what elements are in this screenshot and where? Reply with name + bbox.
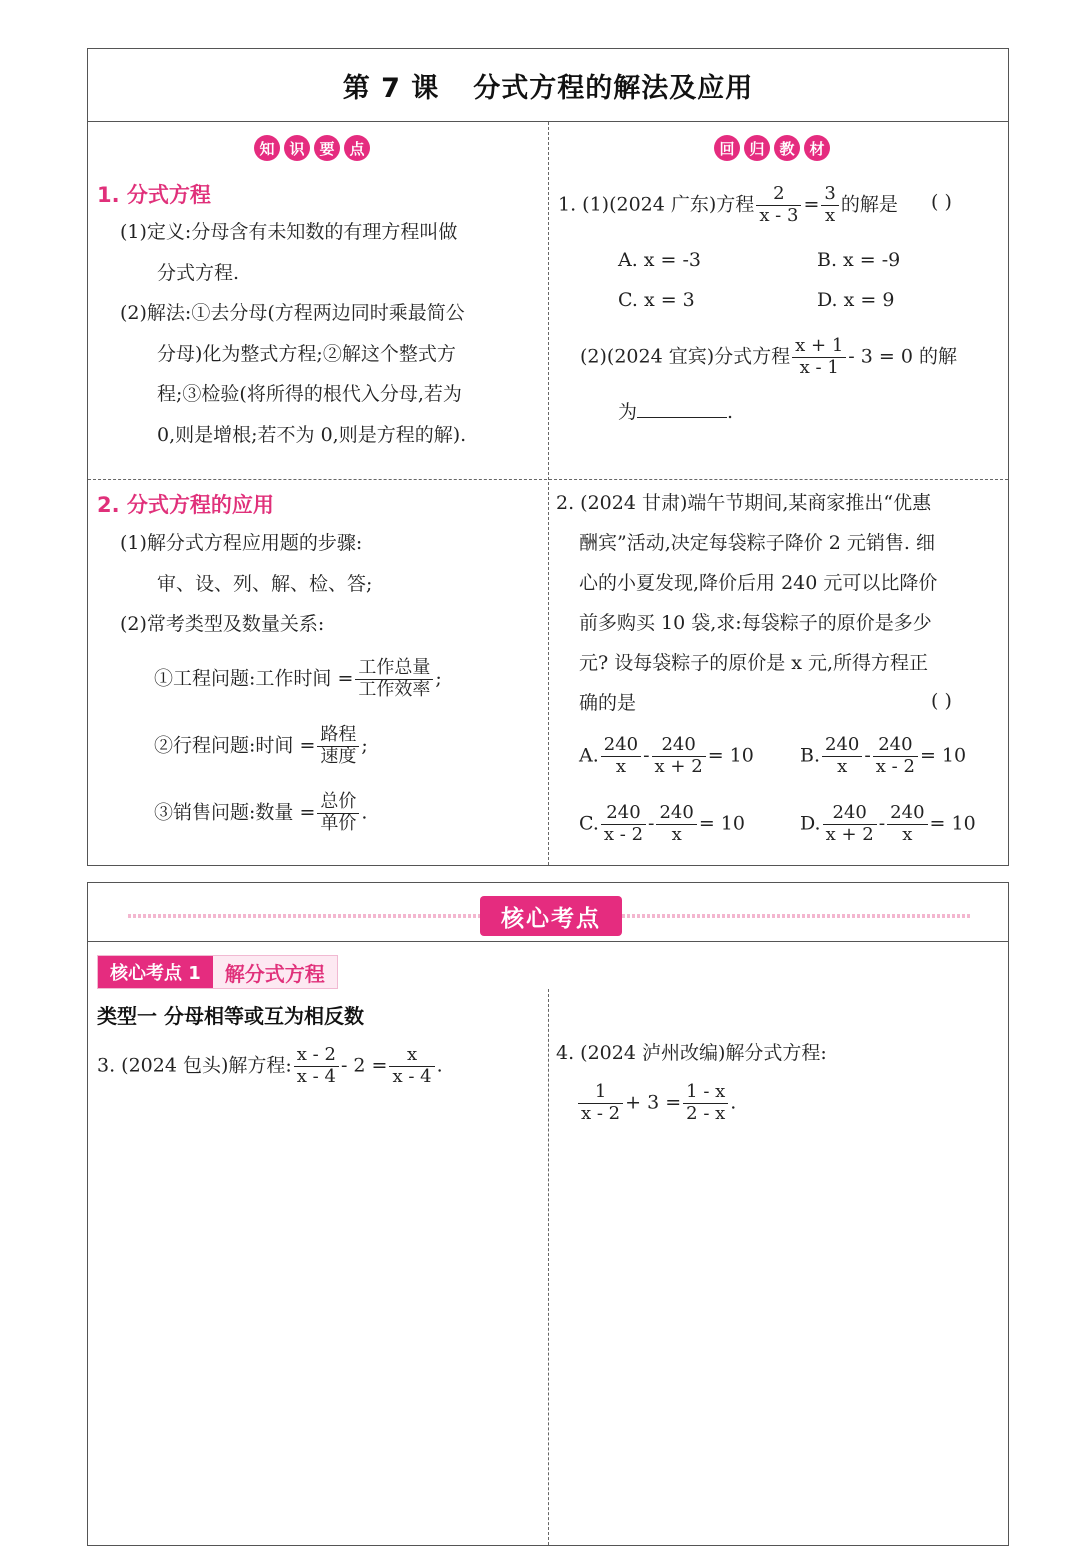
answer-paren: ( ) bbox=[931, 191, 952, 213]
lesson-title-row bbox=[88, 49, 1008, 122]
answer-paren: ( ) bbox=[931, 690, 952, 712]
question-4-equation: $\frac{1}{x - 2}$ + 3 = $\frac{1 - x}{2 - x}$ . bbox=[576, 1083, 736, 1124]
solution-line: 0,则是增根;若不为 0,则是方程的解). bbox=[157, 424, 467, 446]
lesson-panel bbox=[87, 48, 1009, 866]
lesson-title: 分式方程的解法及应用 bbox=[473, 72, 754, 104]
travel-problem-formula: ②行程问题:时间 = $\frac{\text{路程}}{\text{速度}}$ ; bbox=[154, 724, 368, 767]
type-one-title: 类型一 分母相等或互为相反数 bbox=[97, 1004, 364, 1028]
knowledge-points-header bbox=[254, 135, 370, 161]
solution-line: 分母)化为整式方程;②解这个整式方 bbox=[157, 343, 456, 365]
question-4: 4. (2024 泸州改编)解分式方程: bbox=[556, 1042, 827, 1064]
core-banner: 核心考点 bbox=[480, 896, 622, 936]
option-d-eq: D. $\frac{240}{x + 2}$ - $\frac{240}{x}$ = 10 bbox=[800, 802, 976, 845]
question-1-2: (2)(2024 宜宾)分式方程 $\frac{x + 1}{x - 1}$ - 3 = 0 的解 bbox=[580, 335, 957, 378]
question-2-line: 心的小夏发现,降价后用 240 元可以比降价 bbox=[579, 572, 938, 594]
header-char: 点 bbox=[344, 135, 370, 161]
sales-problem-formula: ③销售问题:数量 = $\frac{\text{总价}}{\text{单价}}$ . bbox=[154, 791, 368, 834]
steps-line: (1)解分式方程应用题的步骤: bbox=[120, 532, 363, 554]
core-column-divider bbox=[548, 989, 549, 1545]
option-c-eq: C. $\frac{240}{x - 2}$ - $\frac{240}{x}$ = 10 bbox=[579, 802, 745, 845]
core-separator bbox=[88, 941, 1008, 942]
question-1-1: 1. (1)(2024 广东)方程 $\frac{2}{x - 3}$ = $\frac{3}{x}$ 的解是 bbox=[558, 183, 898, 226]
option-a: A. x = -3 bbox=[618, 249, 702, 271]
lesson-number: 第 7 课 bbox=[342, 72, 440, 104]
core-points-panel bbox=[87, 882, 1009, 1546]
header-char: 识 bbox=[284, 135, 310, 161]
core-point-topic: 解分式方程 bbox=[213, 956, 337, 988]
header-char: 教 bbox=[774, 135, 800, 161]
solution-line: (2)解法:①去分母(方程两边同时乘最简公 bbox=[120, 302, 465, 324]
section-application: 2. 分式方程的应用 bbox=[97, 493, 274, 517]
header-char: 回 bbox=[714, 135, 740, 161]
banner-line-left bbox=[128, 914, 480, 918]
section-fractional-equation: 1. 分式方程 bbox=[97, 183, 211, 207]
question-2-line: 元? 设每袋粽子的原价是 x 元,所得方程正 bbox=[579, 652, 929, 674]
header-char: 归 bbox=[744, 135, 770, 161]
header-char: 要 bbox=[314, 135, 340, 161]
question-3: 3. (2024 包头)解方程: $\frac{x - 2}{x - 4}$ - 2 = $\frac{x}{x - 4}$ . bbox=[97, 1044, 443, 1087]
question-2-line: 2. (2024 甘肃)端午节期间,某商家推出“优惠 bbox=[556, 492, 932, 514]
definition-line: (1)定义:分母含有未知数的有理方程叫做 bbox=[120, 221, 458, 243]
question-1-2-answer: 为 . bbox=[618, 401, 734, 423]
definition-line: 分式方程. bbox=[157, 262, 240, 284]
option-c: C. x = 3 bbox=[618, 289, 695, 311]
textbook-review-header bbox=[714, 135, 830, 161]
question-2-line: 酬宾”活动,决定每袋粽子降价 2 元销售. 细 bbox=[579, 532, 936, 554]
option-b-eq: B. $\frac{240}{x}$ - $\frac{240}{x - 2}$ = 10 bbox=[800, 734, 967, 777]
core-point-number: 核心考点 1 bbox=[98, 956, 213, 988]
header-char: 知 bbox=[254, 135, 280, 161]
types-line: (2)常考类型及数量关系: bbox=[120, 613, 325, 635]
answer-blank[interactable] bbox=[637, 400, 727, 418]
solution-line: 程;③检验(将所得的根代入分母,若为 bbox=[157, 383, 462, 405]
row-divider bbox=[88, 479, 1008, 480]
option-b: B. x = -9 bbox=[817, 249, 901, 271]
work-problem-formula: ①工程问题:工作时间 = $\frac{\text{工作总量}}{\text{工作效率}}$ ; bbox=[154, 657, 442, 700]
core-point-tag bbox=[97, 955, 338, 989]
header-char: 材 bbox=[804, 135, 830, 161]
banner-line-right bbox=[622, 914, 972, 918]
option-a-eq: A. $\frac{240}{x}$ - $\frac{240}{x + 2}$ = 10 bbox=[579, 734, 754, 777]
question-2-line: 前多购买 10 袋,求:每袋粽子的原价是多少 bbox=[579, 612, 932, 634]
question-2-line: 确的是 bbox=[579, 692, 637, 714]
column-divider bbox=[548, 122, 549, 865]
steps-line: 审、设、列、解、检、答; bbox=[157, 573, 373, 595]
option-d: D. x = 9 bbox=[817, 289, 895, 311]
